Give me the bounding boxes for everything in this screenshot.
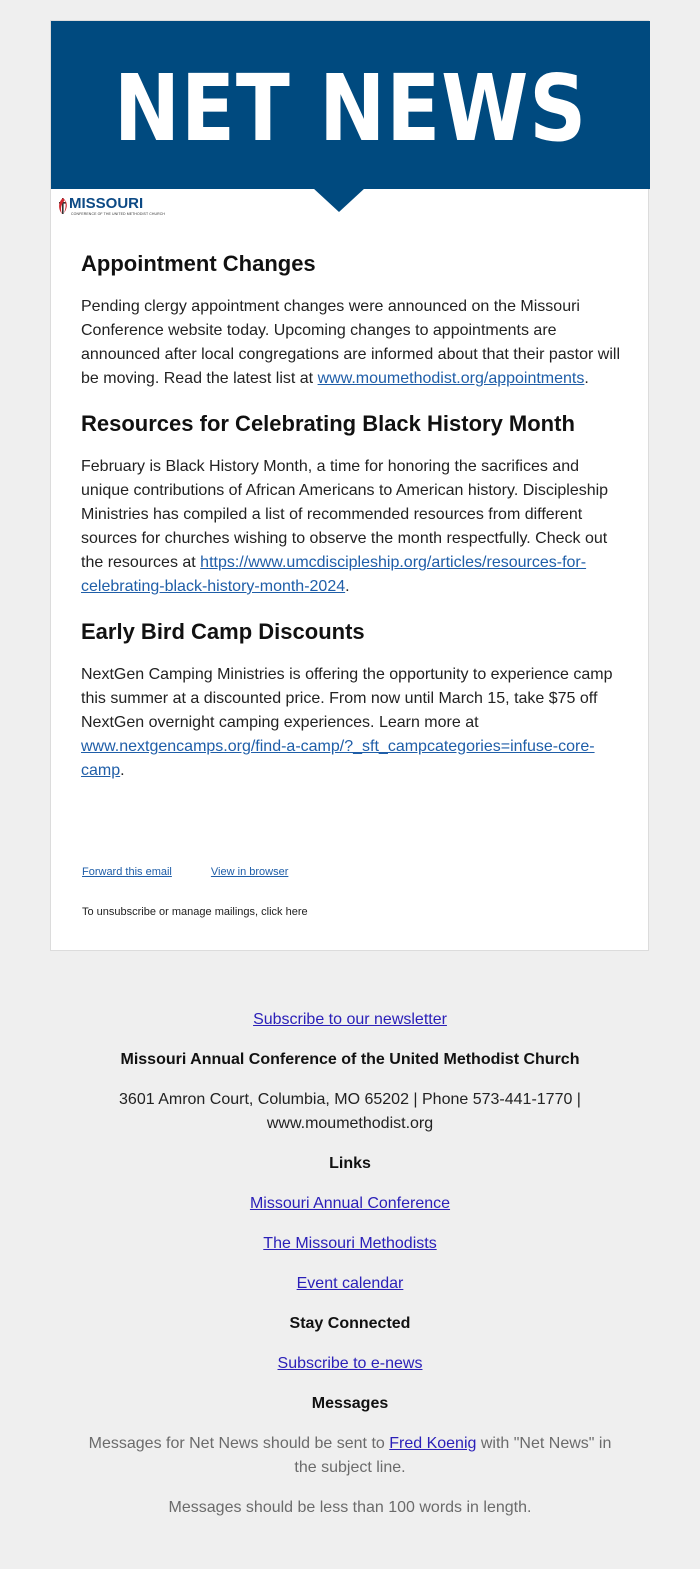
discipleship-resources-link[interactable]: https://www.umcdiscipleship.org/articles/resources-for-celebrating-black-history-month-2024 bbox=[81, 554, 587, 595]
header-banner bbox=[51, 21, 650, 189]
nextgen-camps-link[interactable]: www.nextgencamps.org/find-a-camp/?_sft_campcategories=infuse-core-camp bbox=[81, 738, 595, 779]
article-body: NextGen Camping Ministries is offering the opportunity to experience camp this summer at a discounted price. From now until March 15, take $75 off NextGen overnight camping experiences. Learn more at www.nextgencamps.org/find-a-camp/?_sft_campcategories=infuse-core-camp. bbox=[81, 666, 613, 779]
appointments-link[interactable]: www.moumethodist.org/appointments bbox=[317, 370, 585, 387]
article-heading: Appointment Changes bbox=[81, 251, 316, 276]
subscribe-newsletter-link[interactable]: Subscribe to our newsletter bbox=[253, 1011, 447, 1028]
article-appointment-changes bbox=[81, 249, 626, 391]
stay-connected-heading: Stay Connected bbox=[289, 1315, 411, 1332]
org-name: Missouri Annual Conference of the United Methodist Church bbox=[120, 1051, 580, 1068]
banner-pointer bbox=[313, 188, 365, 212]
article-heading: Resources for Celebrating Black History Month bbox=[81, 411, 575, 436]
email-actions bbox=[82, 866, 324, 878]
links-heading: Links bbox=[329, 1155, 371, 1172]
article-heading: Early Bird Camp Discounts bbox=[81, 619, 365, 644]
article-black-history-month bbox=[81, 409, 626, 599]
banner-title: NET NEWS bbox=[113, 55, 588, 162]
unsubscribe-link[interactable]: To unsubscribe or manage mailings, click here bbox=[82, 906, 308, 918]
footer bbox=[80, 1008, 620, 1536]
footer-link-missouri-annual-conference[interactable]: Missouri Annual Conference bbox=[249, 1195, 451, 1212]
messages-instructions: Messages for Net News should be sent to Fred Koenig with "Net News" in the subject line. bbox=[88, 1435, 612, 1476]
subscribe-enews-link[interactable]: Subscribe to e-news bbox=[277, 1355, 423, 1372]
article-camp-discounts bbox=[81, 617, 626, 783]
messages-length-note: Messages should be less than 100 words in length. bbox=[168, 1499, 532, 1516]
view-in-browser-link[interactable]: View in browser bbox=[210, 866, 289, 878]
cross-and-flame-icon bbox=[57, 197, 69, 215]
logo-subtext: CONFERENCE OF THE UNITED METHODIST CHURCH bbox=[71, 212, 166, 216]
forward-email-link[interactable]: Forward this email bbox=[82, 866, 172, 878]
article-body: Pending clergy appointment changes were announced on the Missouri Conference website today. Upcoming changes to appointments are announced after local congregations are informed about that their pastor will be moving. Read the latest list at www.moumethodist.org/appointments. bbox=[81, 298, 620, 387]
footer-link-missouri-methodists[interactable]: The Missouri Methodists bbox=[263, 1235, 437, 1252]
footer-link-event-calendar[interactable]: Event calendar bbox=[296, 1275, 404, 1292]
missouri-conference-logo bbox=[57, 195, 166, 219]
messages-heading: Messages bbox=[311, 1395, 389, 1412]
article-body: February is Black History Month, a time for honoring the sacrifices and unique contributions of African Americans to American history. Discipleship Ministries has compiled a list of recommended resources from different sources for churches wishing to observe the month respectfully. Check out the resources at https://www.umcdiscipleship.org/articles/resources-for-celebrating-black-history-month-2024. bbox=[81, 458, 609, 595]
org-address: 3601 Amron Court, Columbia, MO 65202 | Phone 573-441-1770 | www.moumethodist.org bbox=[119, 1091, 581, 1132]
newsletter-card bbox=[50, 20, 649, 951]
fred-koenig-email-link[interactable]: Fred Koenig bbox=[389, 1435, 477, 1452]
logo-text: MISSOURI bbox=[69, 195, 144, 212]
